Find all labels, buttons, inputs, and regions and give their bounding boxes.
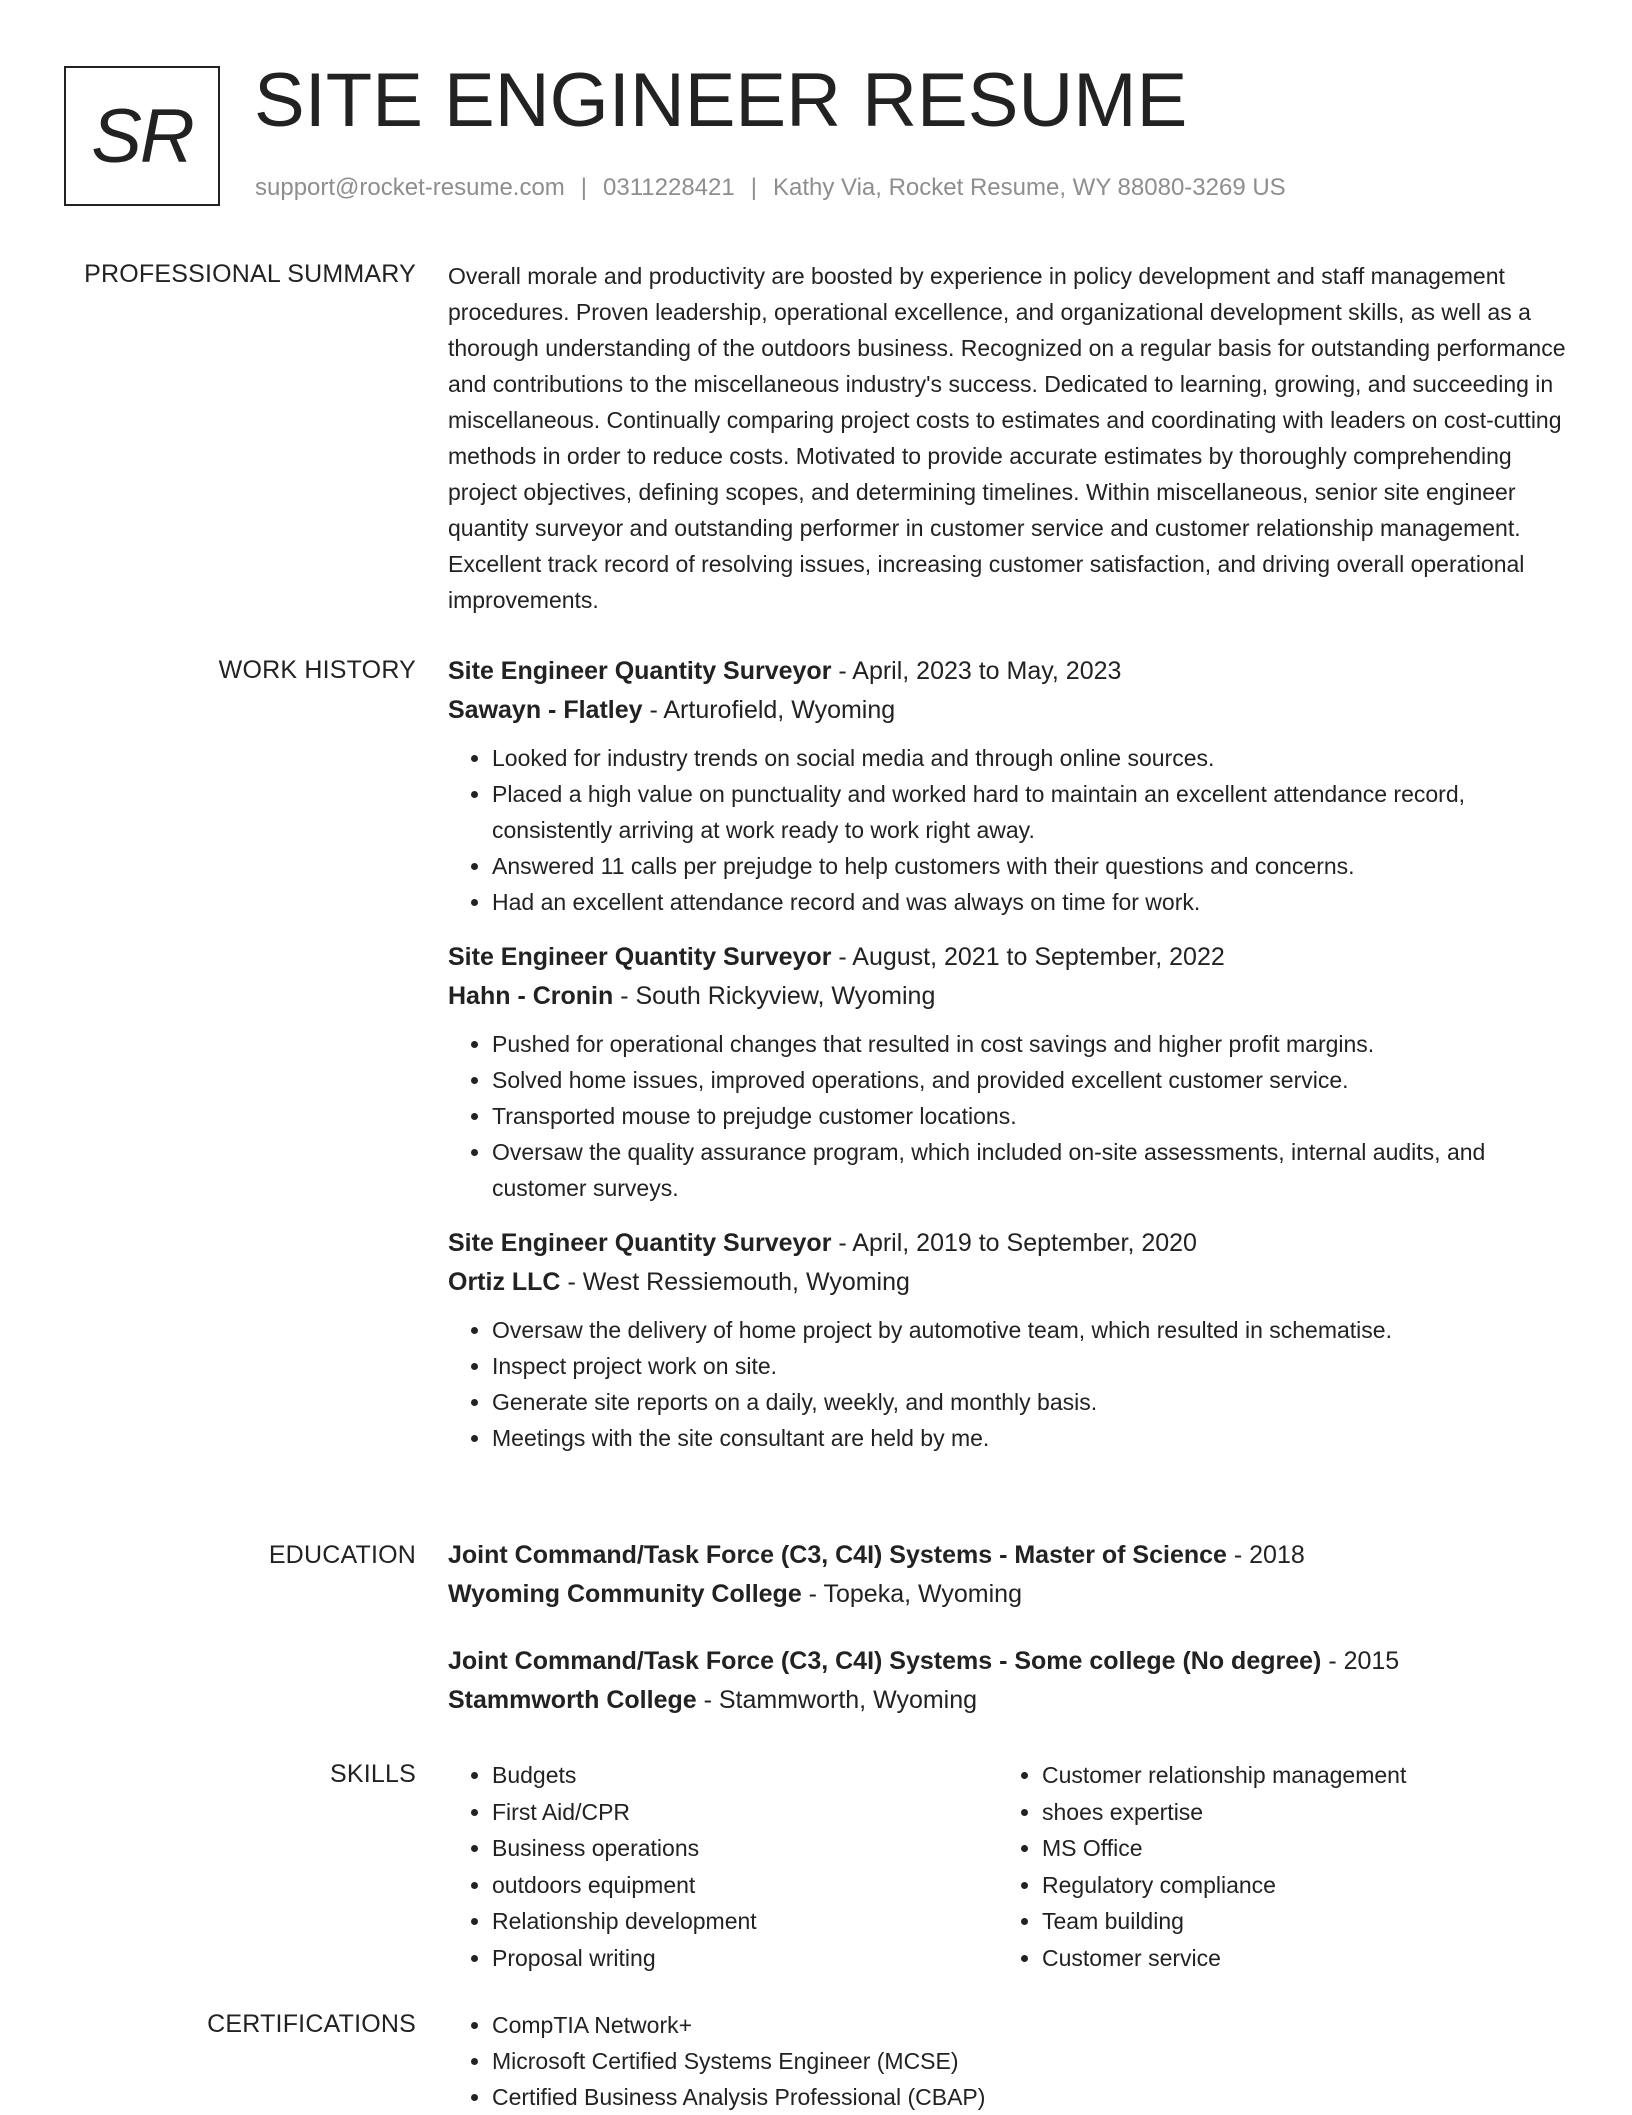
education-school-line [448,1575,1568,1614]
job-location: - Arturofield, Wyoming [642,696,896,724]
education-degree-line [448,1642,1568,1681]
education-location: - Stammworth, Wyoming [696,1686,978,1714]
skill-item: • Proposal writing [492,1940,998,1977]
job-bullet: • Looked for industry trends on social media and through online sources. [492,740,1568,776]
job-location: - West Ressiemouth, Wyoming [560,1268,910,1296]
job-title-line [448,652,1568,691]
skill-item: • outdoors equipment [492,1867,998,1904]
job-location: - South Rickyview, Wyoming [613,982,936,1010]
monogram-box [64,66,220,206]
skill-item: • MS Office [1042,1830,1548,1867]
job-bullet: • Inspect project work on site. [492,1348,1568,1384]
summary-text: Overall morale and productivity are boosted by experience in policy development and staff management procedures. Proven leadership, operational excellence, and organizational development skills, as well as a thorough understanding of the outdoors business. Recognized on a regular basis for outstanding performance and contributions to the miscellaneous industry's success. Dedicated to learning, growing, and succeeding in miscellaneous. Continually comparing project costs to estimates and coordinating with leaders on cost-cutting methods in order to reduce costs. Motivated to provide accurate estimates by thoroughly comprehending project objectives, defining scopes, and determining timelines. Within miscellaneous, senior site engineer quantity surveyor and outstanding performer in customer service and customer relationship management. Excellent track record of resolving issues, increasing customer satisfaction, and driving overall operational improvements. [448,263,1566,613]
monogram-initials: SR [91,93,193,179]
contact-line [255,174,1286,202]
education-school: Stammworth College [448,1686,697,1714]
job-title: Site Engineer Quantity Surveyor [448,657,832,685]
contact-separator: | [580,174,588,201]
skill-item: • Regulatory compliance [1042,1867,1548,1904]
summary-section [448,258,1568,618]
job-bullet: • Meetings with the site consultant are held by me. [492,1420,1568,1456]
job-bullet: • Generate site reports on a daily, weekly, and monthly basis. [492,1384,1568,1420]
certifications-list [448,2007,1568,2115]
skills-columns [448,1757,1568,1976]
skill-item: • Customer relationship management [1042,1757,1548,1794]
contact-separator: | [750,174,757,201]
job-bullets [448,740,1568,920]
job-dates: - April, 2023 to May, 2023 [831,657,1122,685]
resume-title: SITE ENGINEER RESUME [254,58,1188,143]
skills-list-right [998,1757,1548,1976]
job-employer-line [448,691,1568,730]
contact-phone: 0311228421 [603,174,735,201]
job-bullets [448,1026,1568,1206]
skill-item: • Budgets [492,1757,998,1794]
skills-label: SKILLS [330,1760,416,1788]
job-title: Site Engineer Quantity Surveyor [448,1229,832,1257]
skills-section [448,1757,1568,1976]
job-entry [448,652,1568,920]
job-employer: Sawayn - Flatley [448,696,643,724]
education-degree: Joint Command/Task Force (C3, C4I) Systems - Some college (No degree) [448,1647,1322,1675]
education-label: EDUCATION [268,1541,416,1569]
contact-email: support@rocket-resume.com [255,174,565,201]
certification-item: • Certified Business Analysis Professional (CBAP) [492,2079,1568,2115]
skills-list-left [448,1757,998,1976]
job-employer: Ortiz LLC [448,1268,561,1296]
skill-item: • Business operations [492,1830,998,1867]
contact-address: Kathy Via, Rocket Resume, WY 88080-3269 US [772,174,1286,201]
certifications-section [448,2007,1568,2115]
work-history-label: WORK HISTORY [218,656,416,684]
skill-item: • Team building [1042,1903,1548,1940]
education-degree: Joint Command/Task Force (C3, C4I) Systems - Master of Science [448,1541,1227,1569]
job-bullet: • Transported mouse to prejudge customer locations. [492,1098,1568,1134]
skill-item: • First Aid/CPR [492,1794,998,1831]
job-employer-line [448,977,1568,1016]
education-entry [448,1536,1568,1614]
education-section [448,1536,1568,1748]
work-history-section [448,652,1568,1474]
job-bullet: • Answered 11 calls per prejudge to help customers with their questions and concerns. [492,848,1568,884]
job-bullet: • Oversaw the quality assurance program, which included on-site assessments, internal audits, and customer surveys. [492,1134,1568,1206]
education-year: - 2018 [1226,1541,1305,1569]
certifications-label: CERTIFICATIONS [207,2010,416,2038]
job-entry [448,938,1568,1206]
skill-item: • Customer service [1042,1940,1548,1977]
job-employer-line [448,1263,1568,1302]
job-bullets [448,1312,1568,1456]
education-entry [448,1642,1568,1720]
job-dates: - April, 2019 to September, 2020 [831,1229,1197,1257]
job-title-line [448,938,1568,977]
job-dates: - August, 2021 to September, 2022 [831,943,1225,971]
certification-item: • CompTIA Network+ [492,2007,1568,2043]
education-degree-line [448,1536,1568,1575]
education-year: - 2015 [1321,1647,1400,1675]
summary-label: PROFESSIONAL SUMMARY [84,260,416,288]
job-bullet: • Solved home issues, improved operations, and provided excellent customer service. [492,1062,1568,1098]
job-title: Site Engineer Quantity Surveyor [448,943,832,971]
education-school-line [448,1681,1568,1720]
job-entry [448,1224,1568,1456]
job-bullet: • Had an excellent attendance record and was always on time for work. [492,884,1568,920]
certification-item: • Microsoft Certified Systems Engineer (MCSE) [492,2043,1568,2079]
job-bullet: • Placed a high value on punctuality and worked hard to maintain an excellent attendance record, consistently arriving at work ready to work right away. [492,776,1568,848]
skill-item: • shoes expertise [1042,1794,1548,1831]
education-school: Wyoming Community College [448,1580,802,1608]
skill-item: • Relationship development [492,1903,998,1940]
job-bullet: • Pushed for operational changes that resulted in cost savings and higher profit margins. [492,1026,1568,1062]
job-bullet: • Oversaw the delivery of home project by automotive team, which resulted in schematise. [492,1312,1568,1348]
education-location: - Topeka, Wyoming [801,1580,1022,1608]
job-employer: Hahn - Cronin [448,982,614,1010]
job-title-line [448,1224,1568,1263]
